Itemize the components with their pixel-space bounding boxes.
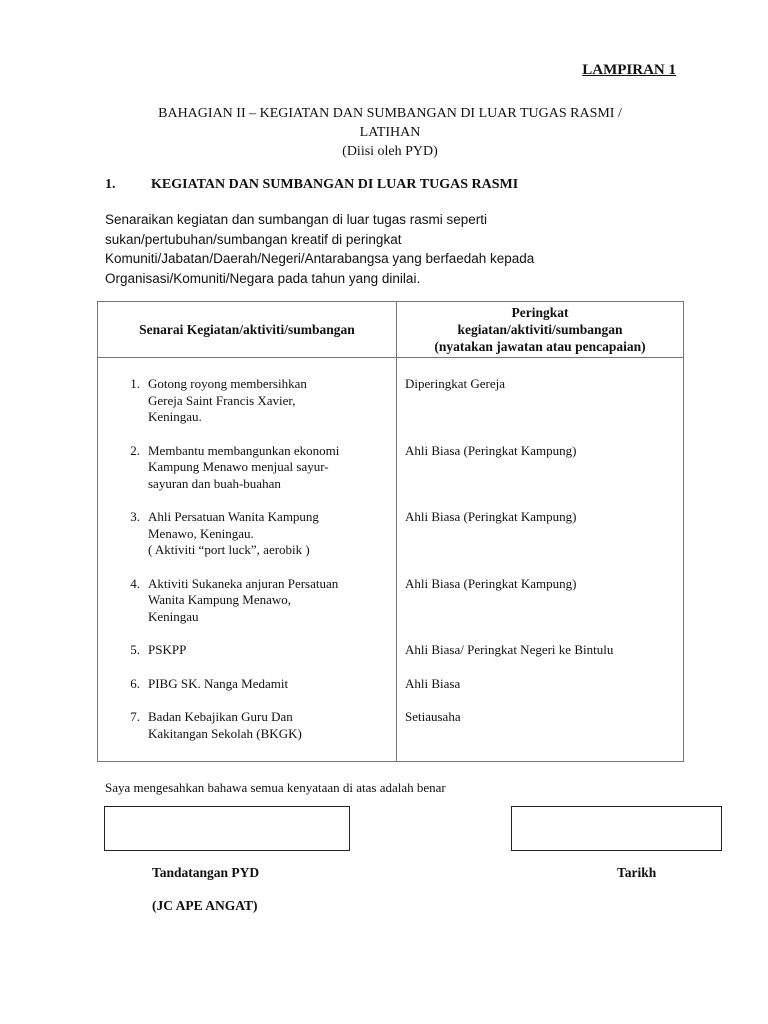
level-entry: Ahli Biasa <box>405 675 461 691</box>
activity-line: Menawo, Keningau. <box>148 525 254 541</box>
signer-name: (JC APE ANGAT) <box>152 898 258 913</box>
part-title-line1: BAHAGIAN II – KEGIATAN DAN SUMBANGAN DI LUAR TUGAS RASMI / <box>158 106 622 121</box>
activity-line: Membantu membangunkan ekonomi <box>148 442 340 458</box>
activity-line: Keningau <box>148 608 199 624</box>
date-box[interactable] <box>511 806 722 851</box>
activity-number: 2. <box>130 442 140 458</box>
activity-line: Aktiviti Sukaneka anjuran Persatuan <box>148 575 339 591</box>
table-body-row <box>98 358 684 762</box>
level-entry: Diperingkat Gereja <box>405 376 505 391</box>
activity-line: PIBG SK. Nanga Medamit <box>148 675 289 691</box>
activity-number: 6. <box>130 675 140 691</box>
part-heading <box>90 104 690 161</box>
activity-number: 1. <box>130 376 140 391</box>
header-level-line: Peringkat <box>511 305 569 320</box>
activity-text <box>148 443 378 493</box>
activity-line: ( Aktiviti “port luck”, aerobik ) <box>148 542 310 557</box>
table-header-row <box>98 302 684 358</box>
confirmation-statement: Saya mengesahkan bahawa semua kenyataan di atas adalah benar <box>105 780 446 795</box>
level-column <box>397 358 684 762</box>
activity-line: Keningau. <box>148 409 202 424</box>
activity-line: Gotong royong membersihkan <box>148 376 307 391</box>
activity-item <box>98 676 396 693</box>
part-title-line2: LATIHAN <box>359 125 421 140</box>
activity-text <box>148 576 378 626</box>
level-entry: Ahli Biasa (Peringkat Kampung) <box>405 575 577 591</box>
level-entry: Ahli Biasa/ Peringkat Negeri ke Bintulu <box>405 642 614 657</box>
activity-text <box>148 376 378 426</box>
intro-line: Organisasi/Komuniti/Negara pada tahun yang dinilai. <box>105 270 421 286</box>
level-entry: Ahli Biasa (Peringkat Kampung) <box>405 509 577 524</box>
activity-text <box>148 509 378 559</box>
activity-item <box>98 642 396 659</box>
signature-label: Tandatangan PYD <box>152 865 260 880</box>
section-number: 1. <box>105 177 116 192</box>
activity-column <box>98 358 397 762</box>
activity-line: Ahli Persatuan Wanita Kampung <box>148 509 319 524</box>
activity-number: 5. <box>130 642 140 657</box>
activity-number: 3. <box>130 509 140 524</box>
intro-line: sukan/pertubuhan/sumbangan kreatif di peringkat <box>105 231 402 247</box>
section-title: KEGIATAN DAN SUMBANGAN DI LUAR TUGAS RASMI <box>151 177 519 192</box>
activity-text <box>148 709 378 742</box>
activity-line: sayuran dan buah-buahan <box>148 475 281 491</box>
header-level-line: kegiatan/aktiviti/sumbangan <box>457 322 623 337</box>
intro-paragraph <box>105 210 575 288</box>
activity-item <box>98 576 396 626</box>
activity-item <box>98 509 396 559</box>
signature-box[interactable] <box>104 806 350 851</box>
activity-line: Kampung Menawo menjual sayur- <box>148 459 329 474</box>
appendix-label: LAMPIRAN 1 <box>582 62 676 78</box>
activities-table <box>97 301 684 762</box>
part-note: (Diisi oleh PYD) <box>342 144 438 159</box>
activity-line: PSKPP <box>148 642 187 657</box>
activity-line: Wanita Kampung Menawo, <box>148 592 291 607</box>
activity-text <box>148 676 378 693</box>
activity-item <box>98 709 396 742</box>
activity-item <box>98 376 396 426</box>
activity-line: Badan Kebajikan Guru Dan <box>148 709 293 724</box>
activity-text <box>148 642 378 659</box>
activity-number: 7. <box>130 709 140 724</box>
header-level <box>397 302 684 358</box>
activity-line: Gereja Saint Francis Xavier, <box>148 392 296 408</box>
header-activity-list: Senarai Kegiatan/aktiviti/sumbangan <box>98 302 397 358</box>
level-entry: Setiausaha <box>405 709 461 724</box>
activity-line: Kakitangan Sekolah (BKGK) <box>148 725 302 741</box>
date-label: Tarikh <box>617 865 657 880</box>
level-entry: Ahli Biasa (Peringkat Kampung) <box>405 442 577 458</box>
header-level-line: (nyatakan jawatan atau pencapaian) <box>434 339 646 354</box>
intro-line: Komuniti/Jabatan/Daerah/Negeri/Antarabangsa yang berfaedah kepada <box>105 251 535 266</box>
intro-line: Senaraikan kegiatan dan sumbangan di luar tugas rasmi seperti <box>105 212 487 227</box>
activity-item <box>98 443 396 493</box>
activity-number: 4. <box>130 575 140 591</box>
